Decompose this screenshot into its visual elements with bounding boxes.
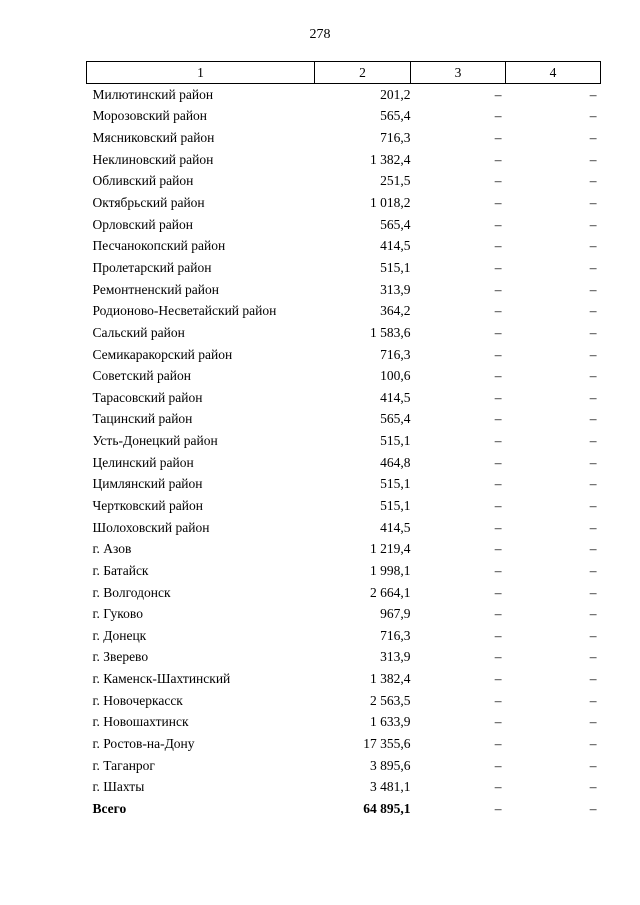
value-cell: 565,4 [380,216,411,232]
table-row [87,495,601,517]
table-row [87,603,601,625]
col3-cell: – [494,238,502,254]
col4-cell: – [589,433,597,449]
region-name-cell: г. Волгодонск [92,584,171,600]
col3-cell: – [494,692,502,708]
value-cell: 565,4 [380,108,411,124]
value-cell: 313,9 [380,649,411,665]
value-cell: 1 219,4 [370,541,411,557]
table-row [87,344,601,366]
region-name-cell: Морозовский район [92,108,208,124]
value-cell: 2 664,1 [370,584,411,600]
table-row [87,409,601,431]
col4-cell: – [589,671,597,687]
col3-cell: – [494,411,502,427]
table-row [87,171,601,193]
col3-cell: – [494,216,502,232]
table-body [87,84,601,820]
value-cell: 967,9 [380,606,411,622]
value-cell: 100,6 [380,368,411,384]
header-cell-2: 2 [315,62,411,84]
col4-cell: – [589,130,597,146]
col3-cell: – [494,519,502,535]
col4-cell: – [589,497,597,513]
col3-cell: – [494,281,502,297]
col4-cell: – [589,562,597,578]
col3-cell: – [494,130,502,146]
table-row [87,712,601,734]
col4-cell: – [589,151,597,167]
table-row [87,755,601,777]
header-cell-1: 1 [87,62,315,84]
region-name-cell: Шолоховский район [92,519,210,535]
col4-cell: – [589,736,597,752]
col4-cell: – [589,368,597,384]
col4-cell: – [589,649,597,665]
col4-cell: – [589,627,597,643]
table-row [87,127,601,149]
value-cell: 1 583,6 [370,324,411,340]
col3-cell: – [494,562,502,578]
region-name-cell: г. Гуково [92,606,143,622]
region-name-cell: г. Батайск [92,562,149,578]
table-row [87,257,601,279]
col3-cell: – [494,476,502,492]
table-row [87,538,601,560]
table-row [87,387,601,409]
col3-cell: – [494,346,502,362]
region-name-cell: г. Ростов-на-Дону [92,736,195,752]
table-row [87,647,601,669]
table-row [87,668,601,690]
col4-cell: – [589,216,597,232]
header-cell-4: 4 [506,62,601,84]
region-name-cell: Чертковский район [92,497,203,513]
table-row [87,733,601,755]
col3-cell: – [494,779,502,795]
value-cell: 515,1 [380,497,411,513]
col4-cell: – [589,519,597,535]
col4-cell: – [589,303,597,319]
region-name-cell: Цимлянский район [92,476,203,492]
region-name-cell: Семикаракорский район [92,346,233,362]
col3-cell: – [494,627,502,643]
region-name-cell: Пролетарский район [92,259,212,275]
table-row [87,300,601,322]
col3-cell: – [494,800,502,816]
region-name-cell: Целинский район [92,454,194,470]
value-cell: 1 382,4 [370,671,411,687]
value-cell: 515,1 [380,433,411,449]
table-row [87,149,601,171]
region-name-cell: Усть-Донецкий район [92,433,218,449]
col3-cell: – [494,714,502,730]
header-row [87,62,601,84]
table-row [87,322,601,344]
value-cell: 1 633,9 [370,714,411,730]
col3-cell: – [494,757,502,773]
value-cell: 515,1 [380,259,411,275]
col4-cell: – [589,173,597,189]
col3-cell: – [494,195,502,211]
value-cell: 565,4 [380,411,411,427]
col3-cell: – [494,606,502,622]
col4-cell: – [589,476,597,492]
col4-cell: – [589,584,597,600]
col4-cell: – [589,238,597,254]
value-cell: 251,5 [380,173,411,189]
region-name-cell: г. Новошахтинск [92,714,189,730]
value-cell: 716,3 [380,130,411,146]
col4-cell: – [589,779,597,795]
col3-cell: – [494,584,502,600]
region-name-cell: г. Таганрог [92,757,155,773]
table-header [87,62,601,84]
col4-cell: – [589,195,597,211]
region-name-cell: Тарасовский район [92,389,203,405]
table-row [87,452,601,474]
value-cell: 414,5 [380,389,411,405]
col3-cell: – [494,303,502,319]
region-name-cell: Тацинский район [92,411,193,427]
value-cell: 1 998,1 [370,562,411,578]
col3-cell: – [494,649,502,665]
value-cell: 313,9 [380,281,411,297]
table-row [87,625,601,647]
table-row [87,192,601,214]
col4-cell: – [589,714,597,730]
col4-cell: – [589,692,597,708]
total-row [87,798,601,820]
col3-cell: – [494,736,502,752]
region-name-cell: Всего [92,800,127,816]
col3-cell: – [494,259,502,275]
col4-cell: – [589,757,597,773]
region-name-cell: г. Зверево [92,649,149,665]
value-cell: 414,5 [380,519,411,535]
col4-cell: – [589,86,597,102]
table-row [87,279,601,301]
page-number: 278 [309,27,331,42]
value-cell: 64 895,1 [363,800,411,816]
region-name-cell: Песчанокопский район [92,238,226,254]
table-row [87,84,601,106]
table-row [87,690,601,712]
value-cell: 716,3 [380,627,411,643]
value-cell: 3 481,1 [370,779,411,795]
value-cell: 1 382,4 [370,151,411,167]
region-name-cell: г. Азов [92,541,132,557]
region-name-cell: Обливский район [92,173,194,189]
value-cell: 2 563,5 [370,692,411,708]
col4-cell: – [589,541,597,557]
col3-cell: – [494,454,502,470]
col3-cell: – [494,108,502,124]
col4-cell: – [589,324,597,340]
data-table [86,61,601,820]
region-name-cell: г. Донецк [92,627,147,643]
col4-cell: – [589,389,597,405]
region-name-cell: Милютинский район [92,86,214,102]
col3-cell: – [494,173,502,189]
header-cell-3: 3 [411,62,506,84]
table-row [87,106,601,128]
table-row [87,365,601,387]
region-name-cell: Родионово-Несветайский район [92,303,277,319]
table-row [87,777,601,799]
value-cell: 716,3 [380,346,411,362]
table-row [87,560,601,582]
col4-cell: – [589,259,597,275]
col3-cell: – [494,368,502,384]
col3-cell: – [494,433,502,449]
value-cell: 414,5 [380,238,411,254]
col3-cell: – [494,541,502,557]
table-row [87,517,601,539]
col3-cell: – [494,151,502,167]
region-name-cell: г. Новочеркасск [92,692,183,708]
table-row [87,582,601,604]
col4-cell: – [589,346,597,362]
region-name-cell: Октябрьский район [92,195,205,211]
value-cell: 201,2 [380,86,411,102]
region-name-cell: Мясниковский район [92,130,215,146]
table-row [87,474,601,496]
value-cell: 364,2 [380,303,411,319]
table-row [87,235,601,257]
value-cell: 1 018,2 [370,195,411,211]
col3-cell: – [494,497,502,513]
region-name-cell: г. Каменск-Шахтинский [92,671,231,687]
col3-cell: – [494,671,502,687]
region-name-cell: Советский район [92,368,191,384]
col3-cell: – [494,324,502,340]
col4-cell: – [589,281,597,297]
col4-cell: – [589,606,597,622]
table-row [87,214,601,236]
table-row [87,430,601,452]
col4-cell: – [589,411,597,427]
col4-cell: – [589,108,597,124]
value-cell: 515,1 [380,476,411,492]
region-name-cell: Орловский район [92,216,193,232]
col4-cell: – [589,800,597,816]
col4-cell: – [589,454,597,470]
region-name-cell: Ремонтненский район [92,281,219,297]
region-name-cell: г. Шахты [92,779,145,795]
value-cell: 17 355,6 [363,736,411,752]
value-cell: 3 895,6 [370,757,411,773]
region-name-cell: Сальский район [92,324,185,340]
col3-cell: – [494,389,502,405]
col3-cell: – [494,86,502,102]
value-cell: 464,8 [380,454,411,470]
region-name-cell: Неклиновский район [92,151,214,167]
